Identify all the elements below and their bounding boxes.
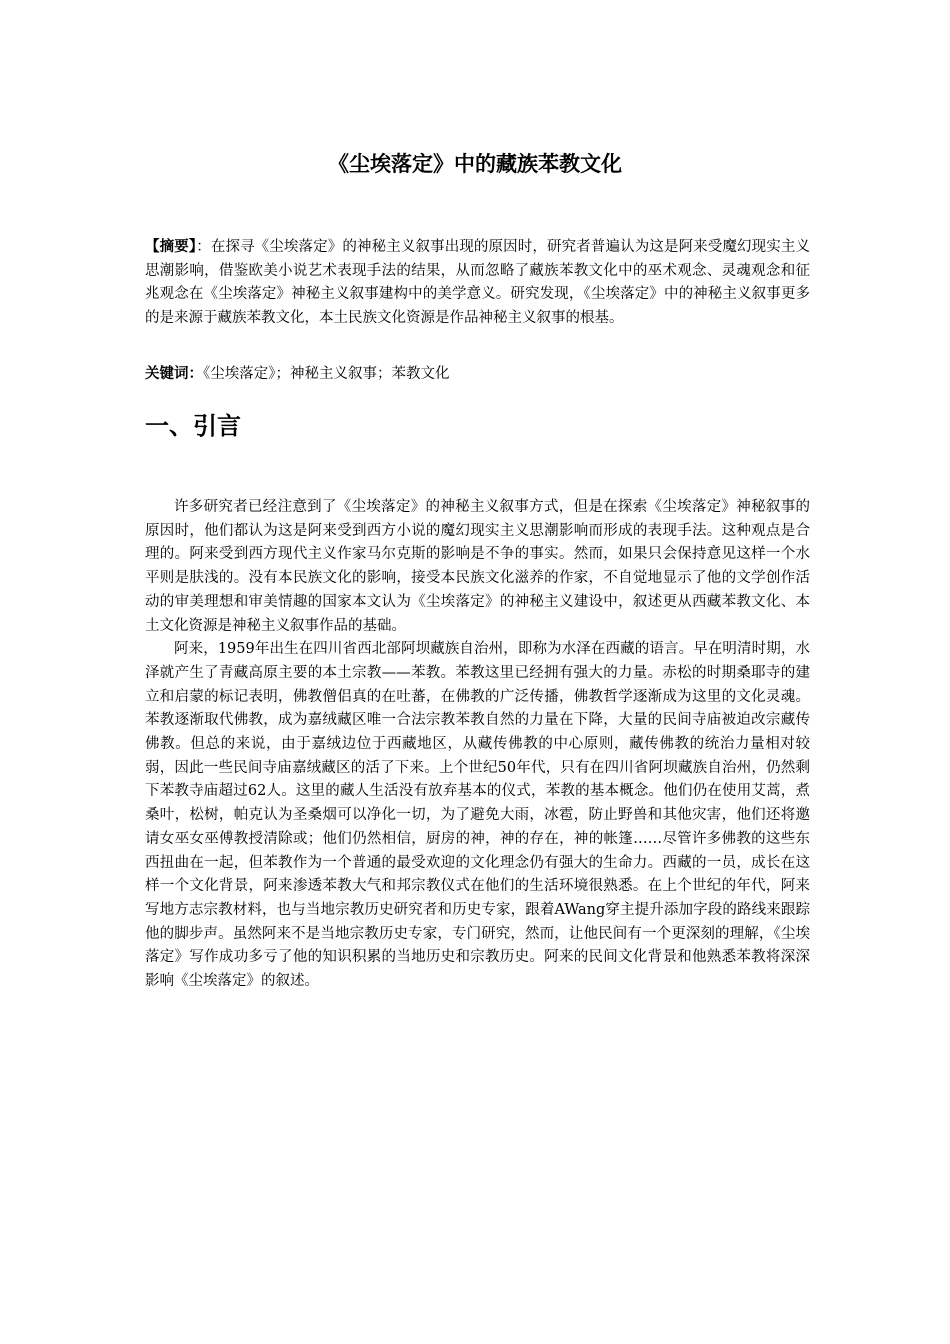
abstract — [145, 236, 810, 330]
section-heading: 一、引言 — [145, 412, 241, 440]
keywords-text: 《尘埃落定》；神秘主义叙事；苯教文化 — [203, 366, 450, 382]
abstract-label: 【摘要】 — [145, 239, 197, 255]
paragraph: 许多研究者已经注意到了《尘埃落定》的神秘主义叙事方式，但是在探索《尘埃落定》神秘叙事的原因时，他们都认为这是阿来受到西方小说的魔幻现实主义思潮影响而形成的表现手法。这种观点是合理的。阿来受到西方现代主义作家马尔克斯的影响是不争的事实。然而，如果只会保持意见这样一个水平则是肤浅的。没有本民族文化的影响，接受本民族文化滋养的作家，不自觉地显示了他的文学创作活动的审美理想和审美情趣的国家本文认为《尘埃落定》的神秘主义建设中，叙述更从西藏苯教文化、本土文化资源是神秘主义叙事作品的基础。 — [145, 499, 810, 634]
body-text — [145, 496, 810, 994]
abstract-text: ：在探寻《尘埃落定》的神秘主义叙事出现的原因时，研究者普遍认为这是阿来受魔幻现实主义思潮影响，借鉴欧美小说艺术表现手法的结果，从而忽略了藏族苯教文化中的巫术观念、灵魂观念和征兆观念在《尘埃落定》神秘主义叙事建构中的美学意义。研究发现，《尘埃落定》中的神秘主义叙事更多的是来源于藏族苯教文化，本土民族文化资源是作品神秘主义叙事的根基。 — [145, 239, 810, 326]
keywords-label: 关键词： — [145, 366, 203, 382]
paragraph: 阿来，1959年出生在四川省西北部阿坝藏族自治州，即称为水泽在西藏的语言。早在明清时期，水泽就产生了青藏高原主要的本土宗教——苯教。苯教这里已经拥有强大的力量。赤松的时期桑耶寺的建立和启蒙的标记表明，佛教僧侣真的在吐蕃，在佛教的广泛传播，佛教哲学逐渐成为这里的文化灵魂。苯教逐渐取代佛教，成为嘉绒藏区唯一合法宗教苯教自然的力量在下降，大量的民间寺庙被迫改宗藏传佛教。但总的来说，由于嘉绒边位于西藏地区，从藏传佛教的中心原则，藏传佛教的统治力量相对较弱，因此一些民间寺庙嘉绒藏区的活了下来。上个世纪50年代，只有在四川省阿坝藏族自治州，仍然剩下苯教寺庙超过62人。这里的藏人生活没有放弃基本的仪式，苯教的基本概念。他们仍在使用艾蒿，煮桑叶，松树，帕克认为圣桑烟可以净化一切，为了避免大雨，冰雹，防止野兽和其他灾害，他们还将邀请女巫女巫傅教授清除或；他们仍然相信，厨房的神，神的存在，神的帐篷……尽管许多佛教的这些东西扭曲在一起，但苯教作为一个普通的最受欢迎的文化理念仍有强大的生命力。西藏的一员，成长在这样一个文化背景，阿来渗透苯教大气和邦宗教仪式在他们的生活环境很熟悉。在上个世纪的年代，阿来写地方志宗教材料，也与当地宗教历史研究者和历史专家，跟着AWang穿主提升添加字段的路线来跟踪他的脚步声。虽然阿来不是当地宗教历史专家，专门研究，然而，让他民间有一个更深刻的理解，《尘埃落定》写作成功多亏了他的知识积累的当地历史和宗教历史。阿来的民间文化背景和他熟悉苯教将深深影响《尘埃落定》的叙述。 — [145, 641, 810, 990]
paper-title: 《尘埃落定》中的藏族苯教文化 — [328, 152, 622, 176]
keywords — [145, 363, 810, 387]
